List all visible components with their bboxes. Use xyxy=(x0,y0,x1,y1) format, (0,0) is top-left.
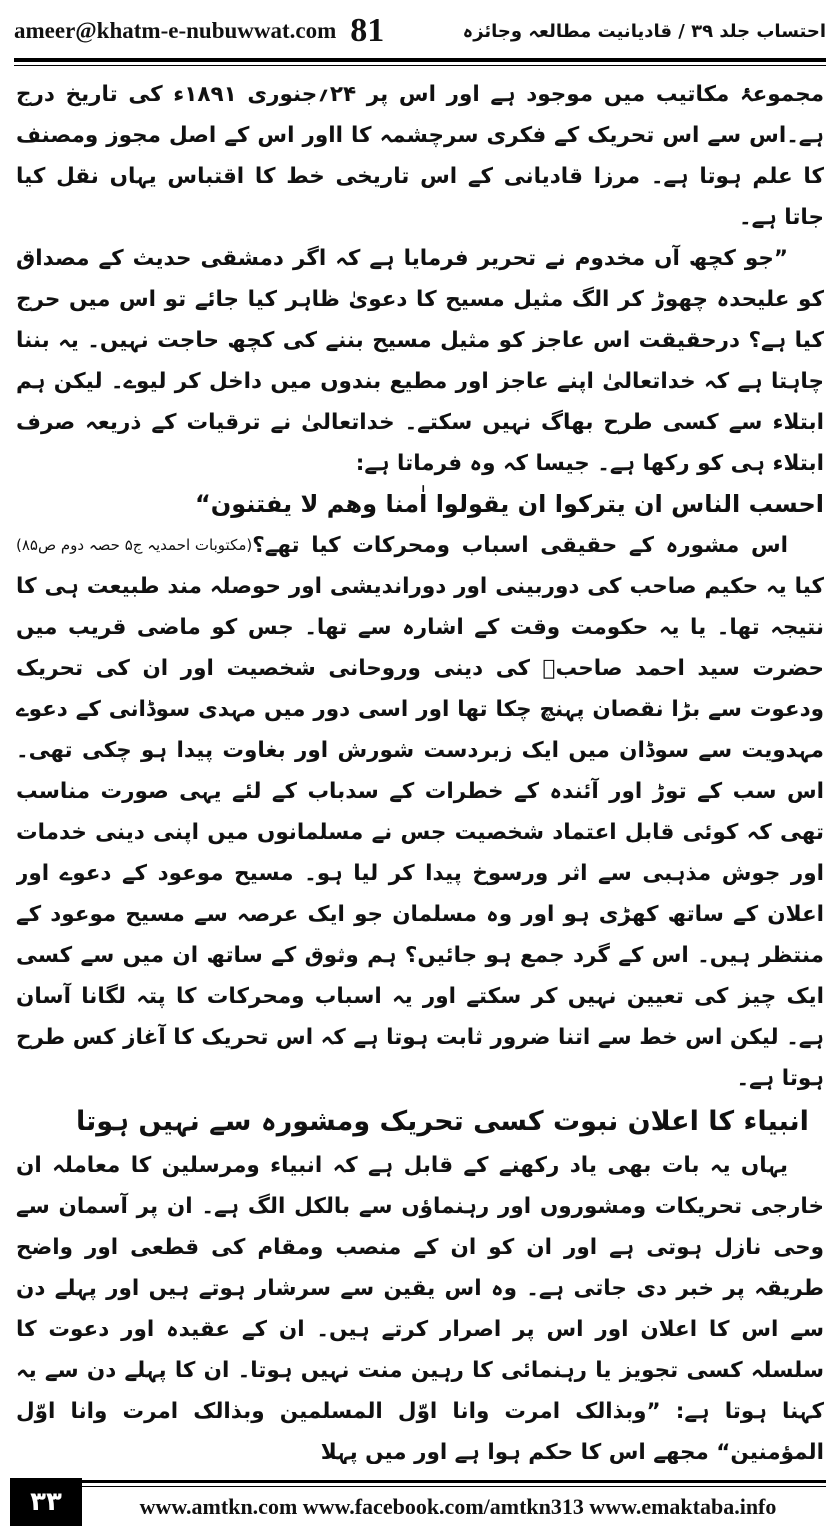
header-book-title: احتساب جلد ۳۹ / قادیانیت مطالعہ وجائزہ xyxy=(462,20,826,42)
quote-reference: (مکتوبات احمدیہ ج۵ حصہ دوم ص۸۵) xyxy=(16,536,253,554)
paragraph-intro: مجموعۂ مکاتیب میں موجود ہے اور اس پر ۲۴؍جنوری ۱۸۹۱ء کی تاریخ درج ہے۔اس سے اس تحریک کے فکری سرچشمہ کا ااور اس کے اصل مجوز ومصنف کا علم ہوتا ہے۔ مرزا قادیانی کے اس تاریخی خط کا اقتباس یہاں نقل کیا جاتا ہے۔ xyxy=(16,82,824,230)
footer-websites[interactable]: www.amtkn.com www.facebook.com/amtkn313 www.emaktaba.info xyxy=(139,1494,777,1519)
quote-arabic-verse xyxy=(16,484,824,554)
footer-bar xyxy=(82,1474,826,1530)
header-rule-thin xyxy=(14,65,826,66)
page-body xyxy=(16,74,824,1464)
quote-arabic-text: احسب الناس ان یترکوا ان یقولوا اٰمنا وھم لا یفتنون“ xyxy=(194,490,824,518)
header-left xyxy=(14,12,384,50)
paragraph-quote: ”جو کچھ آں مخدوم نے تحریر فرمایا ہے کہ اگر دمشقی حدیث کے مصداق کو علیحدہ چھوڑ کر الگ مثیل مسیح کا دعویٰ ظاہر کیا جائے تو اس میں حرج کیا ہے؟ درحقیقت اس عاجز کو مثیل مسیح بننے کی کچھ حاجت نہیں۔ یہ بننا چاہتا ہے کہ خداتعالیٰ اپنے عاجز اور مطیع بندوں میں داخل کر لیوے۔ لیکن ہم ابتلاء سے کسی طرح بھاگ نہیں سکتے۔ خداتعالیٰ نے ترقیات کے ذریعہ صرف ابتلاء ہی کو رکھا ہے۔ جیسا کہ وہ فرماتا ہے: xyxy=(16,246,824,476)
paragraph-analysis: اس مشورہ کے حقیقی اسباب ومحرکات کیا تھے؟ کیا یہ حکیم صاحب کی دوربینی اور دوراندیشی اور حوصلہ مند طبیعت ہی کا نتیجہ تھا۔ یا یہ حکومت وقت کے اشارہ سے تھا۔ جس کو ماضی قریب میں حضرت سید احمد صاحبؒ کی دینی وروحانی شخصیت اور ان کی تحریک ودعوت سے بڑا نقصان پہنچ چکا تھا اور اسی دور میں مہدی سوڈانی کے دعوے مہدویت سے سوڈان میں ایک زبردست شورش اور بغاوت پیدا ہو چکی تھی۔ اس سب کے توڑ اور آئندہ کے خطرات کے سدباب کے لئے یہی صورت مناسب تھی کہ کوئی قابل اعتماد شخصیت جس نے مسلمانوں میں اپنی دینی خدمات اور جوش مذہبی سے اثر ورسوخ پیدا کر لیا ہو۔ مسیح موعود کے دعوے اور اعلان کے ساتھ کھڑی ہو اور وہ مسلمان جو ایک عرصہ سے مسیح موعود کے منتظر ہیں۔ اس کے گرد جمع ہو جائیں؟ ہم وثوق کے ساتھ ان میں سے کسی ایک چیز کی تعیین نہیں کر سکتے اور یہ اسباب ومحرکات کا پتہ لگانا آسان ہے۔ لیکن اس خط سے اتنا ضرور ثابت ہوتا ہے کہ اس تحریک کا آغاز کس طرح ہوتا ہے۔ xyxy=(16,533,824,1091)
footer-rule-thin xyxy=(82,1486,826,1487)
paragraph-prophets: یہاں یہ بات بھی یاد رکھنے کے قابل ہے کہ انبیاء ومرسلین کا معاملہ ان خارجی تحریکات ومشوروں اور رہنماؤں سے بالکل الگ ہے۔ ان پر آسمان سے وحی نازل ہوتی ہے اور ان کو ان کے منصب ومقام کی قطعی اور واضح طریقہ پر خبر دی جاتی ہے۔ وہ اس یقین سے سرشار ہوتے ہیں اور پہلے دن سے اس کا اعلان اور اس پر اصرار کرتے ہیں۔ ان کے عقیدہ اور دعوت کا سلسلہ کسی تجویز یا رہنمائی کا رہین منت نہیں ہوتا۔ ان کا پہلے دن سے یہ کہنا ہوتا ہے: ”وبذالک امرت وانا اوّل المسلمین وبذالک امرت وانا اوّل المؤمنین“ مجھے اس کا حکم ہوا ہے اور میں پہلا xyxy=(16,1153,824,1464)
footer-page-number: ۳۳ xyxy=(10,1478,82,1526)
header-email[interactable]: ameer@khatm-e-nubuwwat.com xyxy=(14,18,337,43)
page-footer xyxy=(10,1474,826,1530)
header-page-number: 81 xyxy=(350,12,385,49)
page-header xyxy=(14,8,826,54)
footer-rule-thick xyxy=(82,1480,826,1483)
section-heading: انبیاء کا اعلان نبوت کسی تحریک ومشورہ سے نہیں ہوتا xyxy=(76,1106,809,1137)
header-rule-thick xyxy=(14,58,826,62)
